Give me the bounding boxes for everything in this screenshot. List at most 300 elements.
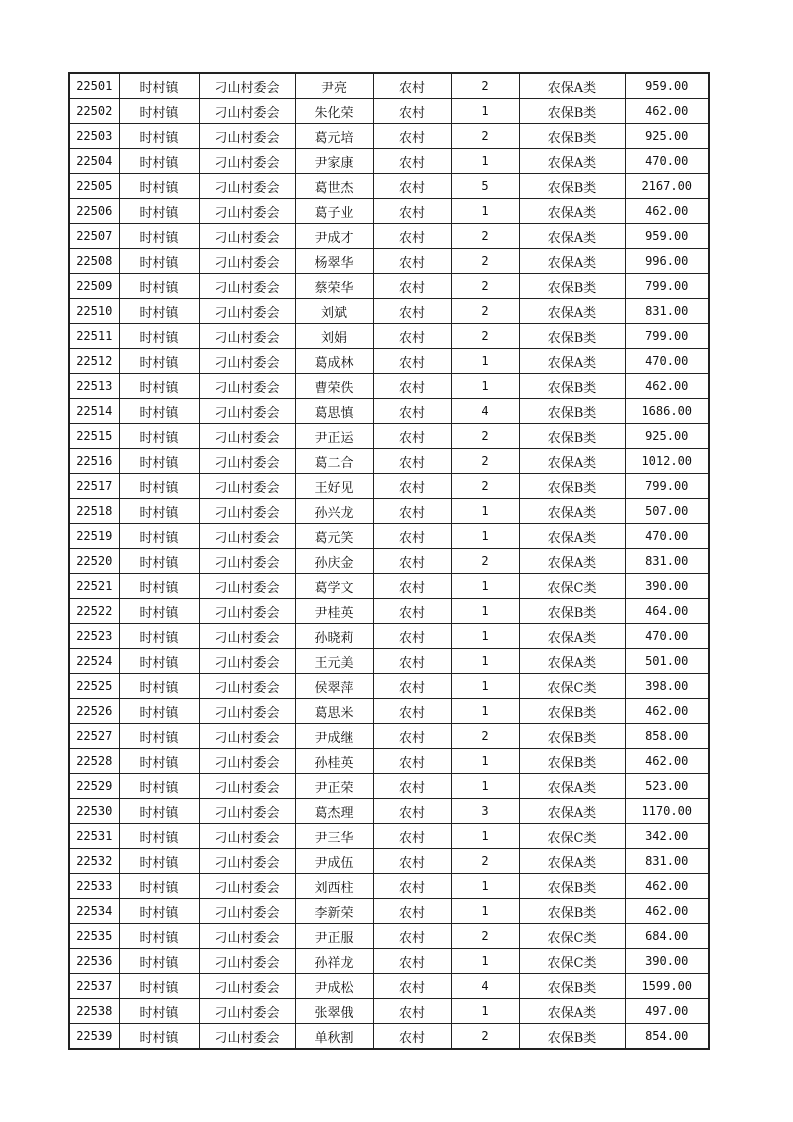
household-count-cell: 2 — [451, 299, 519, 324]
household-count-cell: 2 — [451, 449, 519, 474]
category-cell: 农保B类 — [519, 899, 625, 924]
amount-cell: 501.00 — [625, 649, 709, 674]
amount-cell: 925.00 — [625, 424, 709, 449]
amount-cell: 462.00 — [625, 374, 709, 399]
category-cell: 农保B类 — [519, 124, 625, 149]
amount-cell: 854.00 — [625, 1024, 709, 1050]
village-committee-cell: 刁山村委会 — [199, 649, 295, 674]
table-body — [69, 73, 709, 1049]
category-cell: 农保B类 — [519, 699, 625, 724]
category-cell: 农保C类 — [519, 674, 625, 699]
household-count-cell: 2 — [451, 1024, 519, 1050]
amount-cell: 342.00 — [625, 824, 709, 849]
records-table — [68, 72, 710, 1050]
village-committee-cell: 刁山村委会 — [199, 949, 295, 974]
amount-cell: 831.00 — [625, 849, 709, 874]
area-type-cell: 农村 — [373, 724, 451, 749]
name-cell: 刘西柱 — [295, 874, 373, 899]
township-cell: 时村镇 — [119, 73, 199, 99]
table-row — [69, 474, 709, 499]
category-cell: 农保B类 — [519, 399, 625, 424]
village-committee-cell: 刁山村委会 — [199, 324, 295, 349]
category-cell: 农保B类 — [519, 99, 625, 124]
amount-cell: 925.00 — [625, 124, 709, 149]
name-cell: 尹成伍 — [295, 849, 373, 874]
record-id-cell: 22516 — [69, 449, 119, 474]
category-cell: 农保A类 — [519, 999, 625, 1024]
area-type-cell: 农村 — [373, 974, 451, 999]
village-committee-cell: 刁山村委会 — [199, 899, 295, 924]
household-count-cell: 2 — [451, 549, 519, 574]
area-type-cell: 农村 — [373, 99, 451, 124]
category-cell: 农保B类 — [519, 324, 625, 349]
table-row — [69, 824, 709, 849]
household-count-cell: 1 — [451, 624, 519, 649]
name-cell: 葛学文 — [295, 574, 373, 599]
category-cell: 农保A类 — [519, 249, 625, 274]
township-cell: 时村镇 — [119, 274, 199, 299]
record-id-cell: 22506 — [69, 199, 119, 224]
township-cell: 时村镇 — [119, 624, 199, 649]
area-type-cell: 农村 — [373, 924, 451, 949]
township-cell: 时村镇 — [119, 299, 199, 324]
table-row — [69, 949, 709, 974]
amount-cell: 470.00 — [625, 524, 709, 549]
township-cell: 时村镇 — [119, 849, 199, 874]
village-committee-cell: 刁山村委会 — [199, 874, 295, 899]
record-id-cell: 22524 — [69, 649, 119, 674]
amount-cell: 996.00 — [625, 249, 709, 274]
village-committee-cell: 刁山村委会 — [199, 149, 295, 174]
record-id-cell: 22517 — [69, 474, 119, 499]
household-count-cell: 2 — [451, 124, 519, 149]
village-committee-cell: 刁山村委会 — [199, 399, 295, 424]
area-type-cell: 农村 — [373, 399, 451, 424]
table-row — [69, 599, 709, 624]
area-type-cell: 农村 — [373, 524, 451, 549]
name-cell: 孙兴龙 — [295, 499, 373, 524]
record-id-cell: 22504 — [69, 149, 119, 174]
table-row — [69, 349, 709, 374]
name-cell: 尹正服 — [295, 924, 373, 949]
category-cell: 农保B类 — [519, 424, 625, 449]
household-count-cell: 1 — [451, 699, 519, 724]
area-type-cell: 农村 — [373, 649, 451, 674]
village-committee-cell: 刁山村委会 — [199, 924, 295, 949]
name-cell: 葛成林 — [295, 349, 373, 374]
amount-cell: 470.00 — [625, 624, 709, 649]
household-count-cell: 5 — [451, 174, 519, 199]
category-cell: 农保A类 — [519, 524, 625, 549]
name-cell: 曹荣佚 — [295, 374, 373, 399]
amount-cell: 831.00 — [625, 549, 709, 574]
area-type-cell: 农村 — [373, 73, 451, 99]
category-cell: 农保A类 — [519, 199, 625, 224]
area-type-cell: 农村 — [373, 949, 451, 974]
name-cell: 葛世杰 — [295, 174, 373, 199]
household-count-cell: 4 — [451, 974, 519, 999]
name-cell: 葛子业 — [295, 199, 373, 224]
amount-cell: 1686.00 — [625, 399, 709, 424]
record-id-cell: 22533 — [69, 874, 119, 899]
village-committee-cell: 刁山村委会 — [199, 73, 295, 99]
amount-cell: 799.00 — [625, 274, 709, 299]
village-committee-cell: 刁山村委会 — [199, 349, 295, 374]
record-id-cell: 22532 — [69, 849, 119, 874]
township-cell: 时村镇 — [119, 449, 199, 474]
area-type-cell: 农村 — [373, 224, 451, 249]
record-id-cell: 22502 — [69, 99, 119, 124]
name-cell: 尹正运 — [295, 424, 373, 449]
amount-cell: 1012.00 — [625, 449, 709, 474]
area-type-cell: 农村 — [373, 374, 451, 399]
village-committee-cell: 刁山村委会 — [199, 574, 295, 599]
area-type-cell: 农村 — [373, 274, 451, 299]
category-cell: 农保A类 — [519, 149, 625, 174]
township-cell: 时村镇 — [119, 399, 199, 424]
amount-cell: 462.00 — [625, 99, 709, 124]
household-count-cell: 1 — [451, 999, 519, 1024]
table-row — [69, 274, 709, 299]
area-type-cell: 农村 — [373, 124, 451, 149]
table-row — [69, 999, 709, 1024]
name-cell: 葛二合 — [295, 449, 373, 474]
amount-cell: 390.00 — [625, 574, 709, 599]
record-id-cell: 22503 — [69, 124, 119, 149]
table-row — [69, 499, 709, 524]
household-count-cell: 2 — [451, 924, 519, 949]
category-cell: 农保A类 — [519, 299, 625, 324]
township-cell: 时村镇 — [119, 1024, 199, 1050]
village-committee-cell: 刁山村委会 — [199, 549, 295, 574]
table-row — [69, 124, 709, 149]
area-type-cell: 农村 — [373, 999, 451, 1024]
table-row — [69, 874, 709, 899]
township-cell: 时村镇 — [119, 724, 199, 749]
area-type-cell: 农村 — [373, 899, 451, 924]
name-cell: 朱化荣 — [295, 99, 373, 124]
household-count-cell: 2 — [451, 274, 519, 299]
name-cell: 孙桂英 — [295, 749, 373, 774]
village-committee-cell: 刁山村委会 — [199, 124, 295, 149]
record-id-cell: 22510 — [69, 299, 119, 324]
township-cell: 时村镇 — [119, 199, 199, 224]
table-row — [69, 399, 709, 424]
category-cell: 农保A类 — [519, 849, 625, 874]
village-committee-cell: 刁山村委会 — [199, 974, 295, 999]
table-row — [69, 549, 709, 574]
name-cell: 尹成才 — [295, 224, 373, 249]
household-count-cell: 3 — [451, 799, 519, 824]
table-row — [69, 724, 709, 749]
table-row — [69, 574, 709, 599]
record-id-cell: 22513 — [69, 374, 119, 399]
amount-cell: 462.00 — [625, 899, 709, 924]
household-count-cell: 1 — [451, 674, 519, 699]
amount-cell: 959.00 — [625, 224, 709, 249]
township-cell: 时村镇 — [119, 974, 199, 999]
name-cell: 蔡荣华 — [295, 274, 373, 299]
township-cell: 时村镇 — [119, 149, 199, 174]
category-cell: 农保A类 — [519, 649, 625, 674]
record-id-cell: 22537 — [69, 974, 119, 999]
area-type-cell: 农村 — [373, 549, 451, 574]
area-type-cell: 农村 — [373, 324, 451, 349]
area-type-cell: 农村 — [373, 174, 451, 199]
category-cell: 农保B类 — [519, 374, 625, 399]
category-cell: 农保A类 — [519, 349, 625, 374]
amount-cell: 2167.00 — [625, 174, 709, 199]
township-cell: 时村镇 — [119, 249, 199, 274]
record-id-cell: 22528 — [69, 749, 119, 774]
village-committee-cell: 刁山村委会 — [199, 724, 295, 749]
village-committee-cell: 刁山村委会 — [199, 174, 295, 199]
area-type-cell: 农村 — [373, 624, 451, 649]
village-committee-cell: 刁山村委会 — [199, 799, 295, 824]
amount-cell: 858.00 — [625, 724, 709, 749]
village-committee-cell: 刁山村委会 — [199, 699, 295, 724]
table-row — [69, 99, 709, 124]
township-cell: 时村镇 — [119, 699, 199, 724]
household-count-cell: 1 — [451, 774, 519, 799]
household-count-cell: 1 — [451, 899, 519, 924]
table-row — [69, 149, 709, 174]
record-id-cell: 22529 — [69, 774, 119, 799]
area-type-cell: 农村 — [373, 1024, 451, 1050]
name-cell: 葛杰理 — [295, 799, 373, 824]
township-cell: 时村镇 — [119, 349, 199, 374]
village-committee-cell: 刁山村委会 — [199, 824, 295, 849]
township-cell: 时村镇 — [119, 649, 199, 674]
household-count-cell: 2 — [451, 424, 519, 449]
name-cell: 尹正荣 — [295, 774, 373, 799]
category-cell: 农保B类 — [519, 599, 625, 624]
category-cell: 农保B类 — [519, 974, 625, 999]
category-cell: 农保A类 — [519, 73, 625, 99]
name-cell: 葛元笑 — [295, 524, 373, 549]
category-cell: 农保C类 — [519, 574, 625, 599]
household-count-cell: 1 — [451, 574, 519, 599]
amount-cell: 684.00 — [625, 924, 709, 949]
table-row — [69, 924, 709, 949]
category-cell: 农保B类 — [519, 174, 625, 199]
township-cell: 时村镇 — [119, 674, 199, 699]
record-id-cell: 22521 — [69, 574, 119, 599]
household-count-cell: 1 — [451, 874, 519, 899]
household-count-cell: 1 — [451, 374, 519, 399]
amount-cell: 462.00 — [625, 699, 709, 724]
township-cell: 时村镇 — [119, 949, 199, 974]
household-count-cell: 2 — [451, 474, 519, 499]
township-cell: 时村镇 — [119, 499, 199, 524]
township-cell: 时村镇 — [119, 899, 199, 924]
record-id-cell: 22536 — [69, 949, 119, 974]
amount-cell: 831.00 — [625, 299, 709, 324]
amount-cell: 470.00 — [625, 149, 709, 174]
table-row — [69, 249, 709, 274]
table-row — [69, 899, 709, 924]
record-id-cell: 22505 — [69, 174, 119, 199]
area-type-cell: 农村 — [373, 699, 451, 724]
township-cell: 时村镇 — [119, 524, 199, 549]
record-id-cell: 22514 — [69, 399, 119, 424]
name-cell: 尹成松 — [295, 974, 373, 999]
township-cell: 时村镇 — [119, 774, 199, 799]
name-cell: 李新荣 — [295, 899, 373, 924]
township-cell: 时村镇 — [119, 874, 199, 899]
table-row — [69, 199, 709, 224]
village-committee-cell: 刁山村委会 — [199, 199, 295, 224]
name-cell: 侯翠萍 — [295, 674, 373, 699]
area-type-cell: 农村 — [373, 249, 451, 274]
household-count-cell: 1 — [451, 524, 519, 549]
category-cell: 农保A类 — [519, 624, 625, 649]
record-id-cell: 22526 — [69, 699, 119, 724]
area-type-cell: 农村 — [373, 824, 451, 849]
area-type-cell: 农村 — [373, 849, 451, 874]
name-cell: 杨翠华 — [295, 249, 373, 274]
table-row — [69, 524, 709, 549]
record-id-cell: 22512 — [69, 349, 119, 374]
area-type-cell: 农村 — [373, 349, 451, 374]
table-row — [69, 674, 709, 699]
area-type-cell: 农村 — [373, 449, 451, 474]
village-committee-cell: 刁山村委会 — [199, 999, 295, 1024]
category-cell: 农保B类 — [519, 874, 625, 899]
table-row — [69, 624, 709, 649]
area-type-cell: 农村 — [373, 424, 451, 449]
amount-cell: 497.00 — [625, 999, 709, 1024]
table-row — [69, 1024, 709, 1050]
household-count-cell: 4 — [451, 399, 519, 424]
name-cell: 孙祥龙 — [295, 949, 373, 974]
category-cell: 农保B类 — [519, 724, 625, 749]
category-cell: 农保B类 — [519, 1024, 625, 1050]
township-cell: 时村镇 — [119, 574, 199, 599]
table-row — [69, 73, 709, 99]
record-id-cell: 22525 — [69, 674, 119, 699]
name-cell: 刘娟 — [295, 324, 373, 349]
household-count-cell: 2 — [451, 724, 519, 749]
category-cell: 农保A类 — [519, 224, 625, 249]
amount-cell: 390.00 — [625, 949, 709, 974]
area-type-cell: 农村 — [373, 199, 451, 224]
township-cell: 时村镇 — [119, 999, 199, 1024]
household-count-cell: 2 — [451, 849, 519, 874]
amount-cell: 959.00 — [625, 73, 709, 99]
village-committee-cell: 刁山村委会 — [199, 474, 295, 499]
record-id-cell: 22534 — [69, 899, 119, 924]
record-id-cell: 22539 — [69, 1024, 119, 1050]
name-cell: 刘斌 — [295, 299, 373, 324]
name-cell: 尹家康 — [295, 149, 373, 174]
village-committee-cell: 刁山村委会 — [199, 224, 295, 249]
amount-cell: 398.00 — [625, 674, 709, 699]
category-cell: 农保C类 — [519, 924, 625, 949]
township-cell: 时村镇 — [119, 174, 199, 199]
village-committee-cell: 刁山村委会 — [199, 274, 295, 299]
category-cell: 农保C类 — [519, 824, 625, 849]
area-type-cell: 农村 — [373, 799, 451, 824]
area-type-cell: 农村 — [373, 499, 451, 524]
name-cell: 葛元培 — [295, 124, 373, 149]
name-cell: 王元美 — [295, 649, 373, 674]
table-row — [69, 774, 709, 799]
amount-cell: 523.00 — [625, 774, 709, 799]
village-committee-cell: 刁山村委会 — [199, 424, 295, 449]
area-type-cell: 农村 — [373, 749, 451, 774]
category-cell: 农保A类 — [519, 549, 625, 574]
amount-cell: 1599.00 — [625, 974, 709, 999]
amount-cell: 462.00 — [625, 199, 709, 224]
household-count-cell: 2 — [451, 324, 519, 349]
table-row — [69, 424, 709, 449]
township-cell: 时村镇 — [119, 749, 199, 774]
name-cell: 单秋割 — [295, 1024, 373, 1050]
household-count-cell: 1 — [451, 824, 519, 849]
township-cell: 时村镇 — [119, 99, 199, 124]
table-row — [69, 324, 709, 349]
record-id-cell: 22515 — [69, 424, 119, 449]
village-committee-cell: 刁山村委会 — [199, 99, 295, 124]
household-count-cell: 1 — [451, 349, 519, 374]
village-committee-cell: 刁山村委会 — [199, 524, 295, 549]
household-count-cell: 2 — [451, 73, 519, 99]
amount-cell: 470.00 — [625, 349, 709, 374]
village-committee-cell: 刁山村委会 — [199, 599, 295, 624]
household-count-cell: 1 — [451, 99, 519, 124]
record-id-cell: 22538 — [69, 999, 119, 1024]
household-count-cell: 1 — [451, 499, 519, 524]
table-row — [69, 649, 709, 674]
category-cell: 农保A类 — [519, 499, 625, 524]
name-cell: 王好见 — [295, 474, 373, 499]
category-cell: 农保A类 — [519, 774, 625, 799]
record-id-cell: 22535 — [69, 924, 119, 949]
category-cell: 农保B类 — [519, 474, 625, 499]
household-count-cell: 1 — [451, 649, 519, 674]
record-id-cell: 22511 — [69, 324, 119, 349]
category-cell: 农保A类 — [519, 799, 625, 824]
area-type-cell: 农村 — [373, 474, 451, 499]
village-committee-cell: 刁山村委会 — [199, 749, 295, 774]
village-committee-cell: 刁山村委会 — [199, 1024, 295, 1050]
village-committee-cell: 刁山村委会 — [199, 624, 295, 649]
name-cell: 孙晓莉 — [295, 624, 373, 649]
village-committee-cell: 刁山村委会 — [199, 449, 295, 474]
township-cell: 时村镇 — [119, 124, 199, 149]
category-cell: 农保A类 — [519, 449, 625, 474]
record-id-cell: 22508 — [69, 249, 119, 274]
household-count-cell: 2 — [451, 224, 519, 249]
record-id-cell: 22518 — [69, 499, 119, 524]
household-count-cell: 2 — [451, 249, 519, 274]
record-id-cell: 22527 — [69, 724, 119, 749]
area-type-cell: 农村 — [373, 874, 451, 899]
household-count-cell: 1 — [451, 749, 519, 774]
table-row — [69, 699, 709, 724]
record-id-cell: 22519 — [69, 524, 119, 549]
area-type-cell: 农村 — [373, 574, 451, 599]
area-type-cell: 农村 — [373, 674, 451, 699]
name-cell: 张翠俄 — [295, 999, 373, 1024]
amount-cell: 462.00 — [625, 749, 709, 774]
township-cell: 时村镇 — [119, 424, 199, 449]
name-cell: 尹三华 — [295, 824, 373, 849]
table-row — [69, 174, 709, 199]
name-cell: 葛思米 — [295, 699, 373, 724]
record-id-cell: 22520 — [69, 549, 119, 574]
